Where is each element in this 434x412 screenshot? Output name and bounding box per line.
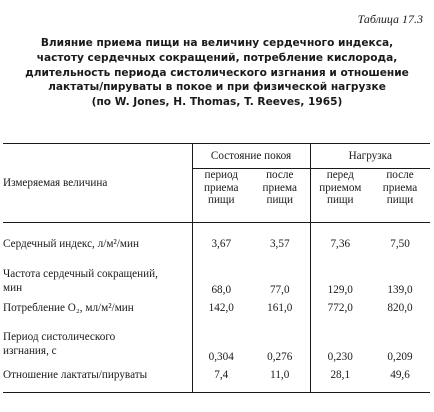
row-label <box>3 364 192 393</box>
table-cell: 142,0 <box>192 297 250 325</box>
table-cell: 0,276 <box>267 351 293 363</box>
table-cell: 3,67 <box>192 223 250 262</box>
row-label-line: мин <box>3 282 23 294</box>
table-caption <box>10 36 424 110</box>
table-cell: 7,36 <box>310 223 370 262</box>
subheader-rest-after <box>250 169 310 223</box>
subheader-line: приема <box>382 181 418 194</box>
caption-line: частоту сердечных сокращений, потребление кислорода, <box>36 51 398 64</box>
subheader-line: после <box>386 169 414 181</box>
subheader-line: пищи <box>266 194 294 206</box>
table-cell: 7,4 <box>192 364 250 393</box>
table-row <box>3 364 430 393</box>
row-label-line: изгнания, с <box>3 345 57 357</box>
row-label <box>3 223 192 262</box>
subheader-line: перед <box>326 169 354 181</box>
subheader-line: после <box>266 169 294 181</box>
subheader-rest-before <box>192 169 250 223</box>
row-label <box>3 297 192 325</box>
subheader-line: пищи <box>386 194 414 206</box>
table-cell: 820,0 <box>387 302 413 314</box>
caption-line: Влияние приема пищи на величину сердечного индекса, <box>40 37 394 49</box>
table-cell: 139,0 <box>387 284 413 296</box>
table-cell: 68,0 <box>192 261 250 297</box>
row-label-line: Отношение лактаты/пируваты <box>3 369 148 381</box>
subheader-load-after <box>370 169 430 223</box>
row-label-line: Потребление O₂, мл/м²/мин <box>3 302 134 314</box>
subheader-line: период <box>204 169 238 181</box>
data-table <box>3 143 430 393</box>
table-row <box>3 297 430 325</box>
table-row <box>3 223 430 262</box>
table-cell: 772,0 <box>310 297 370 325</box>
subheader-line: приемом <box>319 181 362 194</box>
table-row <box>3 261 430 297</box>
subheader-line: приема <box>262 181 297 194</box>
table-cell: 11,0 <box>270 369 290 381</box>
caption-line: лактаты/пируваты в покое и при физической нагрузке <box>48 81 386 94</box>
row-label-line: Период систолического <box>3 331 116 343</box>
table-row <box>3 325 430 364</box>
table-cell: 161,0 <box>267 302 293 314</box>
table-cell: 0,304 <box>192 325 250 364</box>
row-label <box>3 261 192 297</box>
table-number: Таблица 17.3 <box>357 12 423 26</box>
table-cell: 129,0 <box>310 261 370 297</box>
row-label-line: Сердечный индекс, л/м²/мин <box>3 238 139 250</box>
row-label-line: Частота сердечный сокращений, <box>3 268 158 280</box>
header-load: Нагрузка <box>310 144 430 169</box>
header-rest: Состояние покоя <box>192 144 310 169</box>
table-cell: 3,57 <box>269 238 290 250</box>
subheader-line: пищи <box>326 194 354 206</box>
table-cell: 28,1 <box>310 364 370 393</box>
table-cell: 7,50 <box>390 238 410 250</box>
subheader-load-before <box>310 169 370 223</box>
subheader-line: пищи <box>207 194 235 206</box>
table-cell: 0,209 <box>387 351 413 363</box>
table-cell: 0,230 <box>310 325 370 364</box>
caption-line: (по W. Jones, H. Thomas, T. Reeves, 1965) <box>91 96 343 109</box>
table-cell: 77,0 <box>269 284 290 296</box>
subheader-line: приема <box>203 181 239 194</box>
row-label <box>3 325 192 364</box>
table-cell: 49,6 <box>390 369 410 381</box>
header-measured: Измеряемая величина <box>3 177 108 189</box>
caption-line: длительность периода систолического изгнания и отношение <box>25 66 409 79</box>
